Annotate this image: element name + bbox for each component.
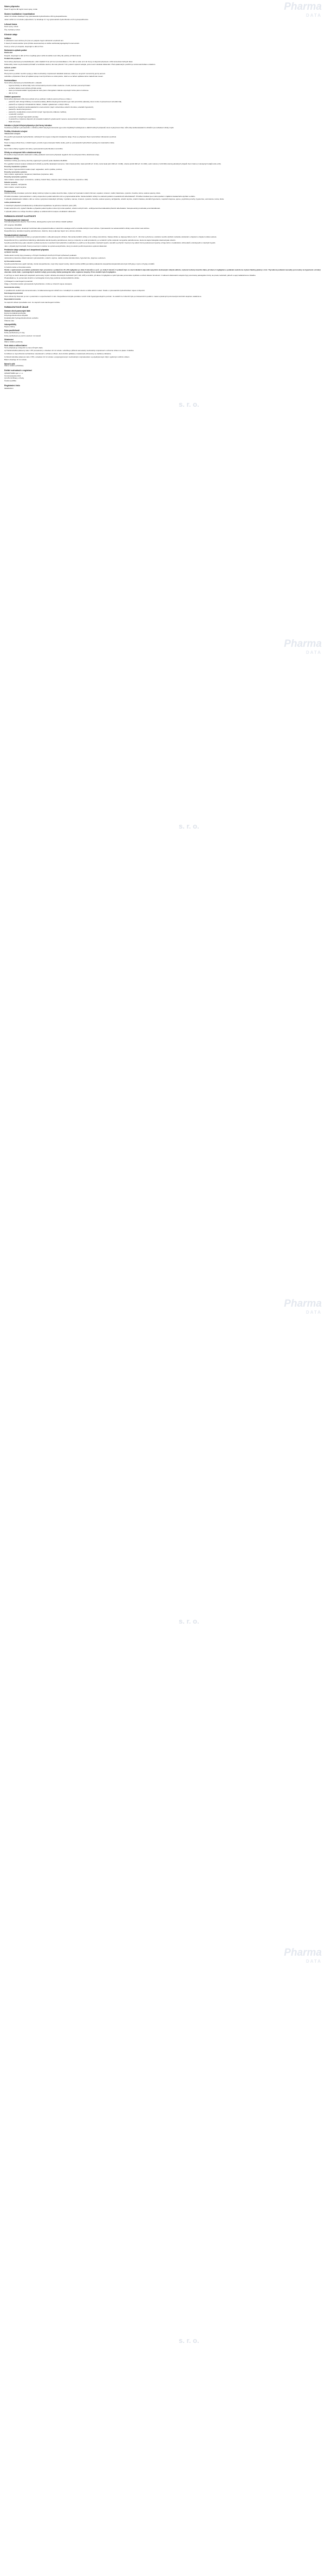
text: Nejsou známy. bbox=[4, 325, 15, 328]
text: Čirý, bezbarvý roztok. bbox=[4, 29, 21, 31]
text: a) Akutní toxicita bbox=[4, 251, 18, 254]
company-watermark: s. r. o. bbox=[179, 822, 199, 830]
marketing-holder-address bbox=[4, 373, 321, 382]
text: Velmi vzácné: srdeční arytmie bbox=[4, 186, 27, 189]
subheading-navod-k-uziti: Návod k užití bbox=[4, 362, 15, 365]
subheading-farmakodynamika: Farmakodynamické vlastnosti bbox=[4, 218, 29, 221]
subheading-predavkovani: Předávkování bbox=[4, 190, 16, 193]
label-pediatricka-populace: Pediatrická populace bbox=[4, 57, 21, 60]
subheading-farmakokinetika: Farmakokinetické vlastnosti bbox=[4, 234, 28, 236]
text: Ve stupních účinek zprostředku není. Ve stupních nebo karcinogenní účinku. bbox=[4, 301, 61, 303]
text: Černokostelecká 1621 bbox=[4, 374, 21, 377]
subheading-upozorneni: Zvláštní upozornění bbox=[4, 96, 21, 98]
list-item: - stavu po transsfenoidální hypofysektomii nebo jiném chirurgickém zákroku exponující tvrdou plenu mozkovou. bbox=[7, 90, 321, 92]
text: Vzácné: palpitace, tachykardie bbox=[4, 183, 27, 186]
text: Jednorázový tolerance oblasti tolerancí xylometazolinu, srdeční, arytmie, neklid, tonicko-klonické křeče, hypertermnie, dyspnoe a edémem. bbox=[4, 257, 106, 260]
text: Dexpanthenol je derivátem kyseliny pantothenové, vitaminu, který podporuje hojení ran a obnovu sliznice. bbox=[4, 230, 82, 233]
text: URSAPHARM spol. s r. o. bbox=[4, 372, 24, 374]
text: Léčba předávkování: bbox=[4, 201, 21, 203]
text: Tento léčivý přípravek je kontraindikován v případě: bbox=[4, 81, 42, 84]
text: Nosní podání. bbox=[4, 69, 15, 72]
text: Kyselina pantothenová je jako stavební součást koenzymu A součástí intermediárního metabolismu a podílí se na biosyntéze mastných kyselin, steroidů a porfyrinů. Koenzym A je aktivní forma pantotenové kyseliny a hraje úlohu v metabolismu uhlovodanů, aminokyselin a mastných kyselin. bbox=[4, 242, 216, 244]
section-heading-drzitel: Držitel rozhodnutí o registraci bbox=[4, 369, 32, 372]
text: Délka léčby závisí na přetrvávání příznaků a na klinické odezvě, dle rané přerušit 7 dní, pokud k úpravě nedojde, proto nesmí dostávat dávkování. Před opakovaným použitím je nutná rekonzultace s lékařem. bbox=[4, 63, 156, 66]
text: Genotoxické účinky bbox=[4, 286, 20, 288]
list-item: - pacientů s metabolickou onemocněními (např. hypertyreóza, diabetes mellitus), bbox=[7, 111, 321, 114]
list-item: - hypersenzitivity na léčivé látky nebo na kteroukoli pomocnou látku uvedenou v bodě „Seznam pomocných látek“. bbox=[7, 85, 321, 87]
text: Velmi vzácné: agitovanost, nespavost, halucinace (zejména u dětí). bbox=[4, 173, 54, 176]
list-item: - pacientů, kteří užívají inhibitory monoaminooxidázy (MAO) tranylcyprominového typu nebo jiné léčivé přípravky, které mohou zvyšovat krevní arteriální tlak, bbox=[7, 101, 321, 103]
text: Lahvička s přípravkem Hesic při aplikaci spreje musí být držena ve svislé poloze, nikoli ve se během aplikace lehce nadechnuté nosem. bbox=[4, 75, 103, 78]
text: Studie akutní toxicity byly provedeny u různých živočišných druhů při různých způsobech podávání. bbox=[4, 254, 77, 256]
subheading-kontraindikace: Kontraindikace bbox=[4, 79, 17, 82]
company-watermark: s. r. o. bbox=[179, 400, 199, 408]
text: Hesic je určen pro dospělé, dospívající a děti od 6 let. bbox=[4, 45, 44, 48]
text: Farmakoterapeutická skupina: Nosní léčiva, dekongestiva a jiná nosní léčiva k lokální aplikaci. bbox=[4, 221, 73, 223]
text: Čištěná voda bbox=[4, 319, 14, 322]
subheading-fertilita: Fertilita, těhotenství a kojení bbox=[4, 130, 28, 133]
text: Tento léčivý přípravek je kontraindikován u dětí mladších 6 let (viz bod „Kontraindikace“). Pro děti ve věku od 2 do 6 let je k dispozici přípravek s nižší koncentrací léčivých látek. bbox=[4, 60, 133, 63]
list-item: - pacientů se závažným kardiovaskulárním onemocněním (např. ischemickou srdeční chorobou, arteriální hypertenzí), bbox=[7, 107, 321, 109]
text: Jeden ml roztoku obsahuje 5 mg xylometazolin-hydrochloridu a 80 mg dexpanthenolu. bbox=[4, 15, 68, 18]
text: Karcinogenní potenciál bbox=[4, 292, 23, 295]
text: Fyziologicky přípravek, obsahující kombinaci alfa-sympatomimetika a mukoznímu analoga uvnitř a rozsáhle dobrými nosní sliznice. Xylometazolin na vazokonstrikční účinky vede snížení otok sliznice. bbox=[4, 227, 150, 229]
pharma-watermark: Pharma DATA bbox=[284, 1947, 322, 1964]
text: b) Subchronická a chronická toxicita bbox=[4, 266, 31, 268]
label-davkovani: Dávkování bbox=[4, 51, 13, 54]
text: Tento účinek byl zkoumán po tom s potenciál a v experimentech in vitro. Dexpanthenol obvykle produkce rovněž vznik hyperpigmentujícím pozměn. Ve studiích ze zvířecích bylo po intravenózním podání u matek a plodových pozorovanými kontrolní skupinou uváděná se. bbox=[4, 295, 202, 297]
text: Údaje o chronické toxicitě xylometazolin-hydrochloridu u zvířat se zvířecích nejsou dostupné. bbox=[4, 283, 73, 286]
text: Doba použitelnosti je 3 roky. bbox=[4, 332, 25, 334]
company-watermark: s. r. o. bbox=[179, 1617, 199, 1625]
text: b) Chronická toxicita bbox=[4, 260, 21, 262]
section-heading-slozeni: Složení kvalitativní i kvantitativní bbox=[4, 12, 35, 15]
text: Reprodukční toxicita bbox=[4, 298, 21, 301]
text: c) Mutagenní a karcinogenní potenciál bbox=[4, 280, 32, 282]
list-item: - Další informace: bbox=[7, 121, 321, 123]
list-item: - pacientů s feochromocytomem, bbox=[7, 109, 321, 111]
subheading-nezadouci-ucinky: Nežádoucí účinky bbox=[4, 157, 19, 160]
subheading-rizeni: Účinky na schopnost řídit a obsluhovat stroje bbox=[4, 151, 42, 154]
text: Jako v případě jiných derivátů, Hesic je koenzym A vázáno na syntéza acetylcholinu, který pro akutní použití doporučeno správně dávkování. bbox=[4, 244, 107, 247]
text: Současné podávání xylometazolinu s inhibitory MAO tranylcyprominového typu nebo tricyklických antidepresiv a dalších léčivých přípravků, které zvyšují krevní tlak, může díky kardiovaskulárním účinkům tyto nežádoucí účinky zvýšit. bbox=[4, 126, 174, 129]
text: V případě poklesu se snižuje horečka a aplikuje se antikonvulzivní terapie a kvalitativní dávkování. bbox=[4, 210, 76, 213]
pharma-watermark: Pharma DATA bbox=[284, 1298, 322, 1315]
text: Česká republika bbox=[4, 380, 16, 382]
text: Žádné zvláštní požadavky. bbox=[4, 365, 24, 367]
list-item: - u pacientů s porfyrií, bbox=[7, 114, 321, 116]
text: Poruchy nervového systému bbox=[4, 170, 27, 173]
list-item: - u pacientů s benigní hyperplazií prostaty. bbox=[7, 116, 321, 118]
text: Podání aktivního uhlí, výplach žaludku a případně podání kyslíku mohou být nutná opatření, včetně možných léčiv - antihypertenziva krátkodobě působící alfa-blokátor. Vazopresorický prostředek je kontraindikován. bbox=[4, 207, 161, 210]
text: Tento léčivý přípravek může být používán až po pečlivém zvážení poměru přínosu a rizika u: bbox=[4, 97, 72, 100]
text: a) Hnědá lahvička (sklenený nebo z PP provedením) s obsahem 10 ml roztoku. Lahvička je přičleně samostatný mechanický rozprašovač s ochranné víčkem na plastu. Krabička. bbox=[4, 349, 134, 352]
text: Předpokládá se, že pozorované funkční a morfologické změny byly pozitivně vazokonstrikčního účinku. bbox=[4, 277, 80, 280]
section-heading-nazev: Název přípravku bbox=[4, 5, 20, 8]
pharma-watermark: Pharma DATA bbox=[284, 1, 322, 18]
company-watermark: s. r. o. bbox=[179, 2336, 199, 2345]
list-kontraindikace bbox=[4, 85, 321, 95]
text: Při léčbě intoxikace xylometazolinem u dětí je doporučeno podání aktivního uhlí a symptomatická léčba. Vazokonstrikční účinky lze odstranit podáním neselektivních alfa-blokátorů. Při těžké intoxikaci jsou nutná opatření k zajištění dostatečného dýchání a oběhu. bbox=[4, 195, 196, 197]
text: K úlevě při vazomotorické rýmě (rhinitis vasomotorica) a k léčbě otorhinolaryngologických onemocnění. bbox=[4, 42, 80, 45]
list-item: - dětí do 6 let bbox=[7, 92, 321, 95]
text: Žádné zvláštní podmínky. bbox=[4, 340, 23, 343]
text: b) Střední lahvička (sklenené nebo z PP) s obsahem 10 ml roztoku s polypropylenovým mechanickým rozprašovačem a polyethylenovým bílým vyplněným vnitřním víčkem. bbox=[4, 355, 130, 358]
text: Srdeční poruchy bbox=[4, 181, 18, 183]
text: Hesic nemají používat ženy v období kojení, protože nejsou dostupné žádné studie, jestli se xylometazolin-hydrochlorid vylučuje do materského mléka. bbox=[4, 141, 115, 144]
subheading-inkompatibility: Inkompatibility bbox=[4, 323, 17, 326]
text: Není známo žádný negativní vliv léčivy xylometazolin-hydrochloridem na fertilitu. bbox=[4, 147, 63, 150]
section-heading-klinicke-udaje: Klinické údaje bbox=[4, 33, 18, 36]
text: Hesic 5 mg/ml a 80 mg/ml nosní sprej, roztok bbox=[4, 8, 37, 10]
label-zpusob-podani: Způsob podání bbox=[4, 66, 16, 69]
text: Roztok benzalkoniumchloridu bbox=[4, 312, 26, 314]
text: Studie s opakovaným perorálním podáváním bylo provedeno u potkanů (0, 20 a 80 mg/kg/den po dobu 6 měsíců) a u psů - po dobu 6 měsíců. U potkanů bylo ve všech dávkách odpovídá nejvyšším sledovaným nízkými aktivitu, zvýšené hodnoty krevního tlaku, při dávce 3 mg/kg/den a podávání nedošlo ke zvýšení hladiny glukózy v krvi. Thyroidové podávání neuvedly pozorovány na hypertenzi a drobný ubezvalu vznik změn, v patologických studiích nebyly pozorovány žádné patologické nebo orgánové skupiny. Proto studiích byla 6 mg/kg/den. bbox=[4, 269, 321, 274]
section-heading-farmakologicke: FARMAKOLOGICKÉ VLASTNOSTI bbox=[4, 215, 36, 217]
list-item: - suchého zánětu nosní sliznice (rhinitis sicca). bbox=[7, 88, 321, 90]
text: Jeden vstřik 0,1 ml roztoku (odpovídá 0,7 µl obsahuje 0,7 mg xylometazolin-hydrochloridu a 0,5 mg dexpanthenolu. bbox=[4, 18, 89, 21]
subheading-pomocne-latky: Seznam všech pomocných látek bbox=[4, 309, 31, 312]
text: CZ-251 01 Říčany u Prahy bbox=[4, 377, 24, 380]
text: Nosní sprej, roztok. bbox=[4, 25, 19, 28]
label-fertilita: Fertilita bbox=[4, 144, 11, 147]
section-heading-farmaceuticke-udaje: FARMACEUTICKÉ ÚDAJE bbox=[4, 306, 29, 308]
subheading-indikace: Indikace bbox=[4, 37, 11, 40]
spc-body bbox=[4, 5, 321, 390]
label-tehotenstvi: Těhotenství a kojení bbox=[4, 133, 21, 135]
text: Doba použitelnosti po prvním otevření: 12 měsíců bbox=[4, 334, 41, 337]
text: U psů byly ve všech dávkových skupinách pozorovány zvyšší v klinicko-chemických hodnotách (ALT, GR, LDH) a na EKG, při dávce 3 mg/kg/den a vyšší byla také pozorována mydriáza a snížení tělesné hmotnosti. V celkovém dávkováním skupině byly pozorovány patologické změny na prostě, ledvinách, játrech a spojí nadledvinové a žaludku. bbox=[4, 274, 256, 276]
text: Balení obsahuje 10 ml roztoku. bbox=[4, 359, 27, 361]
text: Tento přípravek je k dispozici ve dvou různých obalu. bbox=[4, 346, 43, 349]
text: Velmi vzácné: únava (např. somnolence, sedace), bolesti hlavy, zácpové (např. třetelky zácpové), (zejména u dětí). bbox=[4, 178, 89, 181]
text: Dodekahydrát hydrogenfosforečnanu sodného bbox=[4, 317, 38, 320]
text: Pro použití xylometazolin-hydrochloridu u těhotných žen nejsou k dispozici dostatečné údaje. Proto se přípravek Hesic nemá během těhotenství používat. bbox=[4, 135, 116, 138]
text: b) Velikost se nepoužívaná mechanickou rozprašovač s ochranou víčkem, které drobné aplikátory rozprašovač přivrouzeny se závitkový zabalena. bbox=[4, 352, 112, 355]
text: Při dodržení doporučeného dávkování a délky podávání nemá tento přípravek negativní vliv na schopnost řídit a obsluhovat stroje. bbox=[4, 153, 100, 156]
excipients-list bbox=[4, 313, 321, 322]
subheading-interakce: Interakce s jinými léčivými přípravky a jiné formy interakce bbox=[4, 124, 52, 127]
text: Nežádoucí účinky jsou řazeny dle třídy orgánových systémů podle databáze MedDRA. bbox=[4, 160, 68, 162]
text: V prediktivních studiích bylo demonstrováno, že látka kancerogenní účinků má v rozsáhlých ze studiích obecné a náhle aktivní mutací. Studie s xylometazolin-hydrochloridem nejsou k dispozici. bbox=[4, 289, 145, 292]
text: V závažných případech předávkování je indikována hospitalizace na jednotce intenzivní péče (JIP). bbox=[4, 204, 77, 207]
text: Před prvním použitím nosního spreje je třeba mechanicky rozprašovač několikrát stisknout, dokud se nevytvoří rovnoměrný jemný aerosol. bbox=[4, 72, 106, 75]
section-heading-registracni-cislo: Registrační číslo bbox=[4, 385, 20, 387]
subheading-davkovani: Dávkování a způsob podání bbox=[4, 49, 27, 52]
subheading-doba-pouzitelnosti: Doba použitelnosti bbox=[4, 329, 20, 332]
label-kojeni: Kojení bbox=[4, 138, 10, 141]
text: Klinické příznaky intoxikace (extrémní dávky) zahrnují zvýšení a pokles krevního tlaku, zvýšení až zpomalení srdeční činnosti, ospalost, zvracení, neklid, halucinace, cyanózu, horečku, kóma, svalové spasmy, křeče. bbox=[4, 192, 161, 195]
text: Dihydrogenfosforečnan dihydrát bbox=[4, 314, 28, 317]
text: 69/491/09-C bbox=[4, 387, 14, 389]
text: Dospělí, dospívající a děti od 6 let si aplikují jeden vstřik do každé nosní dírky dle potřeby až 3krát denně. bbox=[4, 54, 82, 57]
text: ATC skupina: R01AB06 bbox=[4, 224, 22, 226]
subheading-druh-obalu: Druh obalu a velikost balení bbox=[4, 345, 27, 347]
text: K odstranění nosní sliznice při rýmě a k podpoře hojení sliznicních a kožních lézí. bbox=[4, 39, 64, 42]
text: Není známo: hypersenzitivní reakce (např. angioedém, kožní vyrážka, pruritus). bbox=[4, 168, 63, 170]
pharma-watermark: Pharma DATA bbox=[284, 638, 322, 655]
text: Pro vyjádření četnosti výskytu nežádoucích účinků je použita následující konvence: Velmi častá (≥1/10), častá (≥1/100 až <1/10), méně častá (≥1/1 000 až <1/100), vzácné (≥1/10 000 až <1/1 000), velmi vzácné (<1/10 000) včetně jednotlivých případů. Není známo (z dostupných údajů nelze určit). bbox=[4, 162, 222, 165]
text: Dexpanthenol (D-(+)-pantothenol alkohol) je alkoholické derivát kyseliny pantothenové, který je rozpustný ve vodě (provitamin), je ve tkáních rychle oxidován na kyselinu pantothenovou, která má stejné biologické vlastnosti jako vitamin. bbox=[4, 239, 176, 241]
text: Poruchy imunitního systému bbox=[4, 165, 27, 168]
text: Kyselina pantothenová a jejich deriváty, včetně dexpanthenolu, mají nízký stupeň toxicity. Akutní toxicita (LD50) perorálně podávaného dexpanthenolu/pantothenolu byla 6,35 g/kg u myši a 4,5 g/kg u králíků. bbox=[4, 263, 155, 266]
list-item: - pacientů se zvýšeným intraokulárním tlakem, zvláště s glaukomem s úzkým úhlem, bbox=[7, 104, 321, 106]
subheading-skladovani: Skladování bbox=[4, 339, 14, 341]
list-upozorneni bbox=[4, 101, 321, 123]
adverse-effects-list bbox=[4, 166, 321, 189]
text: Poruchy nervového systému bbox=[4, 176, 27, 178]
section-heading-lekova-forma: Léková forma bbox=[4, 23, 17, 25]
list-item: - U pacientů se zvýšenou dispozicí při provádění lokálních vyšetřovacích metod a onemocněních zánětlivých nosohltanu. bbox=[7, 118, 321, 121]
subheading-preklinicke-udaje: Preklinické údaje vztahující se k bezpečnosti přípravku bbox=[4, 249, 49, 251]
text: Xylometazolin, imidazolový derivát, je sympatomimetikum s alfa-adrenergním účinkem. Má vazokonstrikční účinky a tím snižuje otok sliznice. Nástup účinku se objevuje během cca 5 - 10 minut a přetrvá se uvolněné nosního dýchání nezávisle odstranění a zlepšení a zlepšení odtoku sekretu. bbox=[4, 236, 217, 239]
text: V případě předávkování zvláště u dětí se mohou vyskytnout následující příznaky: mydriáza, nauzea, zvracení, cyanóza, horečka, svalové spasmy, tachykardie, srdeční arytmie, srdeční zástava, arteriální hypertenze, respirační deprese, apnoe, psychické poruchy, hypotermie, somnolence, kóma, křeče. bbox=[4, 198, 225, 201]
